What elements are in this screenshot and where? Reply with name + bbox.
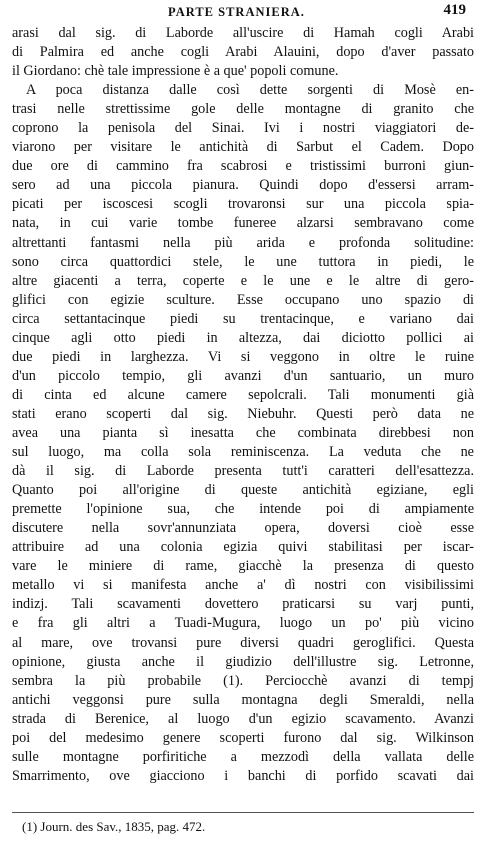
text-line: arasi dal sig. di Laborde all'uscire di Hamah cogli Arabi	[12, 25, 474, 41]
text-line: due piedi in larghezza. Vi si veggono in oltre le ruine	[12, 348, 474, 365]
footnote-rule	[12, 812, 474, 813]
text-line: altrettanti fantasmi nella più arida e profonda solitudine:	[12, 234, 474, 251]
text-line: stati erano scoperti dal sig. Niebuhr. Questi però data ne	[12, 405, 474, 422]
text-line: trasi nelle strettissime gole delle montagne di granito che	[12, 101, 474, 118]
text-line: A poca distanza dalle così dette sorgenti di Mosè en-	[26, 82, 474, 99]
text-line: sul luogo, ma colla sola reminiscenza. La veduta che ne	[12, 444, 474, 461]
text-line: Quanto poi all'origine di queste antichità egiziane, egli	[12, 482, 474, 499]
text-line: avea una pianta sì inesatta che combinata direbbesi non	[12, 424, 474, 441]
text-line: indizj. Tali scavamenti dovettero praticarsi su varj punti,	[12, 596, 474, 613]
page-number: 419	[443, 2, 466, 18]
text-line: sulle montagne porfiritiche a mezzodì della vallata delle	[12, 748, 474, 765]
text-line: e fra gli altri a Tuadi-Mugura, luogo un po' più vicino	[12, 615, 474, 632]
text-line: cinque agli otto piedi in altezza, dai diciotto pollici ai	[12, 329, 474, 346]
text-line: sero ad una piccola pianura. Quindi dopo d'essersi arram-	[12, 177, 474, 194]
text-line: coprono la penisola del Sinai. Ivi i nostri viaggiatori de-	[12, 120, 474, 137]
text-line: discutere nella sovr'annunziata opera, doversi cioè esse	[12, 520, 474, 537]
text-line: circa settantacinque piedi su trentacinque, e variano dai	[12, 310, 474, 327]
text-line: attribuire ad una colonia egizia quivi stabilitasi per iscar-	[12, 539, 474, 556]
footnote: (1) Journ. des Sav., 1835, pag. 472.	[22, 819, 206, 834]
text-line: dà il sig. di Laborde presenta tutt'i caratteri dell'esattezza.	[12, 463, 474, 480]
body-text	[12, 24, 474, 786]
text-line: Smarrimento, ove giacciono i banchi di porfido scavati dai	[12, 767, 474, 784]
text-line: di cinta ed alcune camere sepolcrali. Tali monumenti già	[12, 386, 474, 403]
text-line: il Giordano: chè tale impressione è a que' popoli comune.	[12, 63, 339, 80]
text-line: opinione, giusta anche il giudizio dell'illustre sig. Letronne,	[12, 653, 474, 670]
text-line: d'un piccolo tempio, gli avanzi d'un santuario, un muro	[12, 367, 474, 384]
text-line: poi del medesimo genere scoperti furono dal sig. Wilkinson	[12, 729, 474, 746]
text-line: nata, in cui varie tombe funeree alzarsi sembravano come	[12, 215, 474, 232]
text-line: altre giacenti a terra, coperte e le une e le altre di gero-	[12, 272, 474, 289]
text-line: glifici con egizie sculture. Esse occupano uno spazio di	[12, 291, 474, 308]
text-line: di Palmira ed anche cogli Arabi Alauini, dopo d'aver passato	[12, 44, 474, 61]
text-line: premette l'opinione sua, che intende poi di ampiamente	[12, 501, 474, 518]
text-line: al mare, ove trovansi pure diversi quadri geroglifici. Questa	[12, 634, 474, 651]
text-line: strada di Berenice, al luogo d'un egizio scavamento. Avanzi	[12, 710, 474, 727]
text-line: sembra la più probabile (1). Perciocchè avanzi di tempj	[12, 672, 474, 689]
text-line: sono circa quattordici stele, le une tuttora in piedi, le	[12, 253, 474, 270]
text-line: antichi veggonsi pure sulla montagna degli Smeraldi, nella	[12, 691, 474, 708]
text-line: viarono per visitare le antichità di Sarbut el Cadem. Dopo	[12, 139, 474, 156]
text-line: picati per iscoscesi scogli trovaronsi sur una piccola spia-	[12, 196, 474, 213]
running-head: PARTE STRANIERA.	[168, 5, 305, 19]
text-line: metallo vi si manifesta anche a' dì nostri con visibilissimi	[12, 577, 474, 594]
text-line: vare le miniere di rame, giacchè la presenza di questo	[12, 558, 474, 575]
text-line: due ore di cammino fra scabrosi e tristissimi burroni giun-	[12, 158, 474, 175]
page-header	[0, 2, 486, 24]
